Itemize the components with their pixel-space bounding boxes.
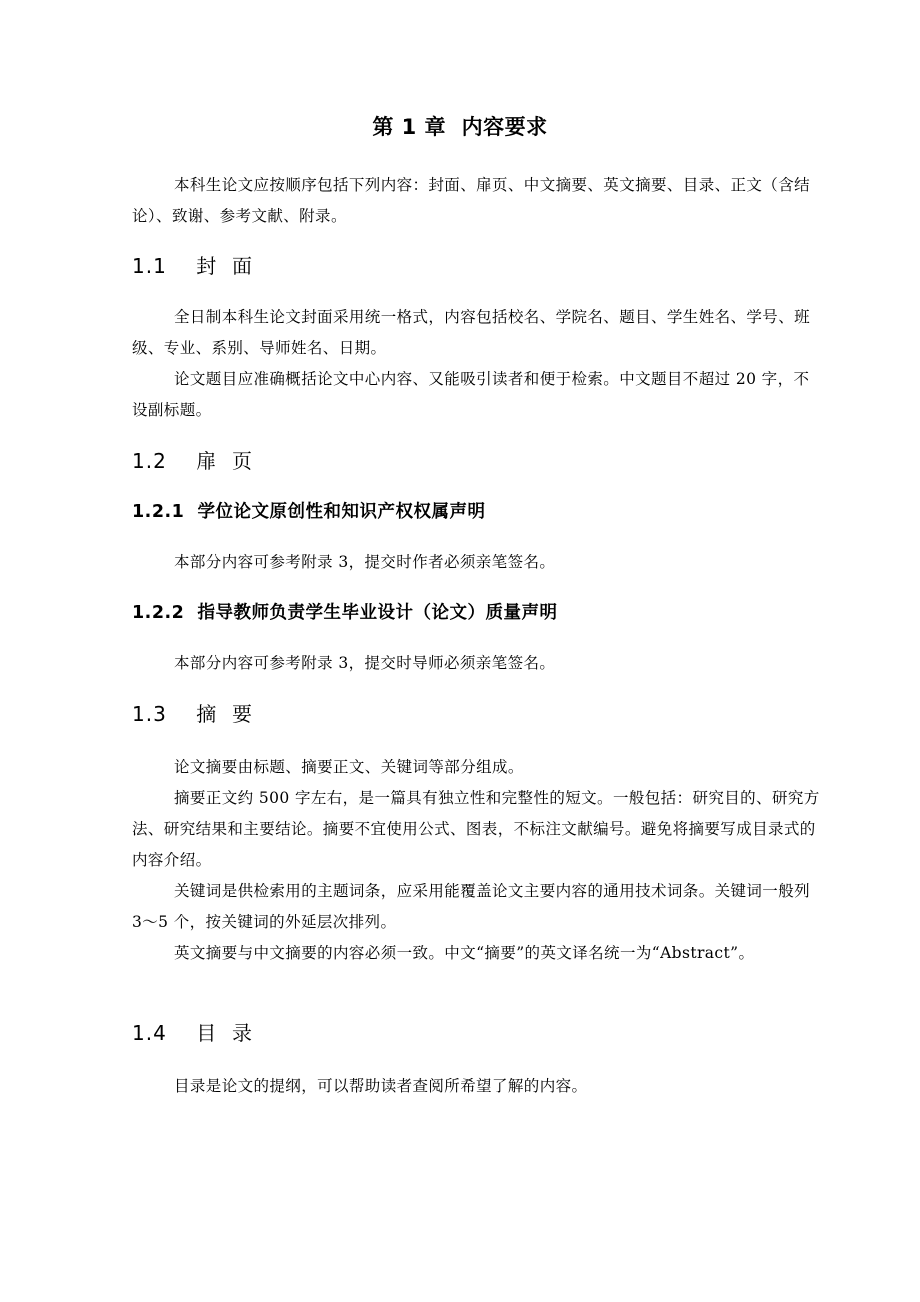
toc-paragraph: 目录是论文的提纲，可以帮助读者查阅所希望了解的内容。	[174, 1077, 588, 1095]
subsection-heading-originality-statement: 1.2.1 学位论文原创性和知识产权权属声明	[132, 502, 486, 522]
section-heading-toc: 1.4 目 录	[132, 1021, 253, 1045]
abstract-paragraph-1: 论文摘要由标题、摘要正文、关键词等部分组成。	[174, 758, 524, 776]
section-heading-abstract: 1.3 摘 要	[132, 702, 253, 726]
originality-statement-paragraph: 本部分内容可参考附录 3，提交时作者必须亲笔签名。	[174, 553, 556, 571]
supervisor-statement-paragraph: 本部分内容可参考附录 3，提交时导师必须亲笔签名。	[174, 654, 556, 672]
subsection-heading-supervisor-statement: 1.2.2 指导教师负责学生毕业设计（论文）质量声明	[132, 603, 558, 623]
chapter-title: 第 1 章 内容要求	[372, 115, 548, 139]
section-heading-title-page: 1.2 扉 页	[132, 449, 253, 473]
section-heading-cover: 1.1 封 面	[132, 254, 253, 278]
chapter-intro-paragraph: 本科生论文应按顺序包括下列内容：封面、扉页、中文摘要、英文摘要、目录、正文（含结论）、致谢、参考文献、附录。	[132, 176, 811, 225]
abstract-paragraph-4: 英文摘要与中文摘要的内容必须一致。中文“摘要”的英文译名统一为“Abstract”。	[174, 944, 755, 962]
abstract-paragraph-3: 关键词是供检索用的主题词条，应采用能覆盖论文主要内容的通用技术词条。关键词一般列 3～5 个，按关键词的外延层次排列。	[132, 882, 811, 931]
abstract-paragraph-2: 摘要正文约 500 字左右，是一篇具有独立性和完整性的短文。一般包括：研究目的、研究方法、研究结果和主要结论。摘要不宜使用公式、图表，不标注文献编号。避免将摘要写成目录式的内容介绍。	[132, 789, 820, 869]
cover-paragraph-2: 论文题目应准确概括论文中心内容、又能吸引读者和便于检索。中文题目不超过 20 字，不设副标题。	[132, 370, 810, 419]
cover-paragraph-1: 全日制本科生论文封面采用统一格式，内容包括校名、学院名、题目、学生姓名、学号、班级、专业、系别、导师姓名、日期。	[132, 308, 811, 357]
